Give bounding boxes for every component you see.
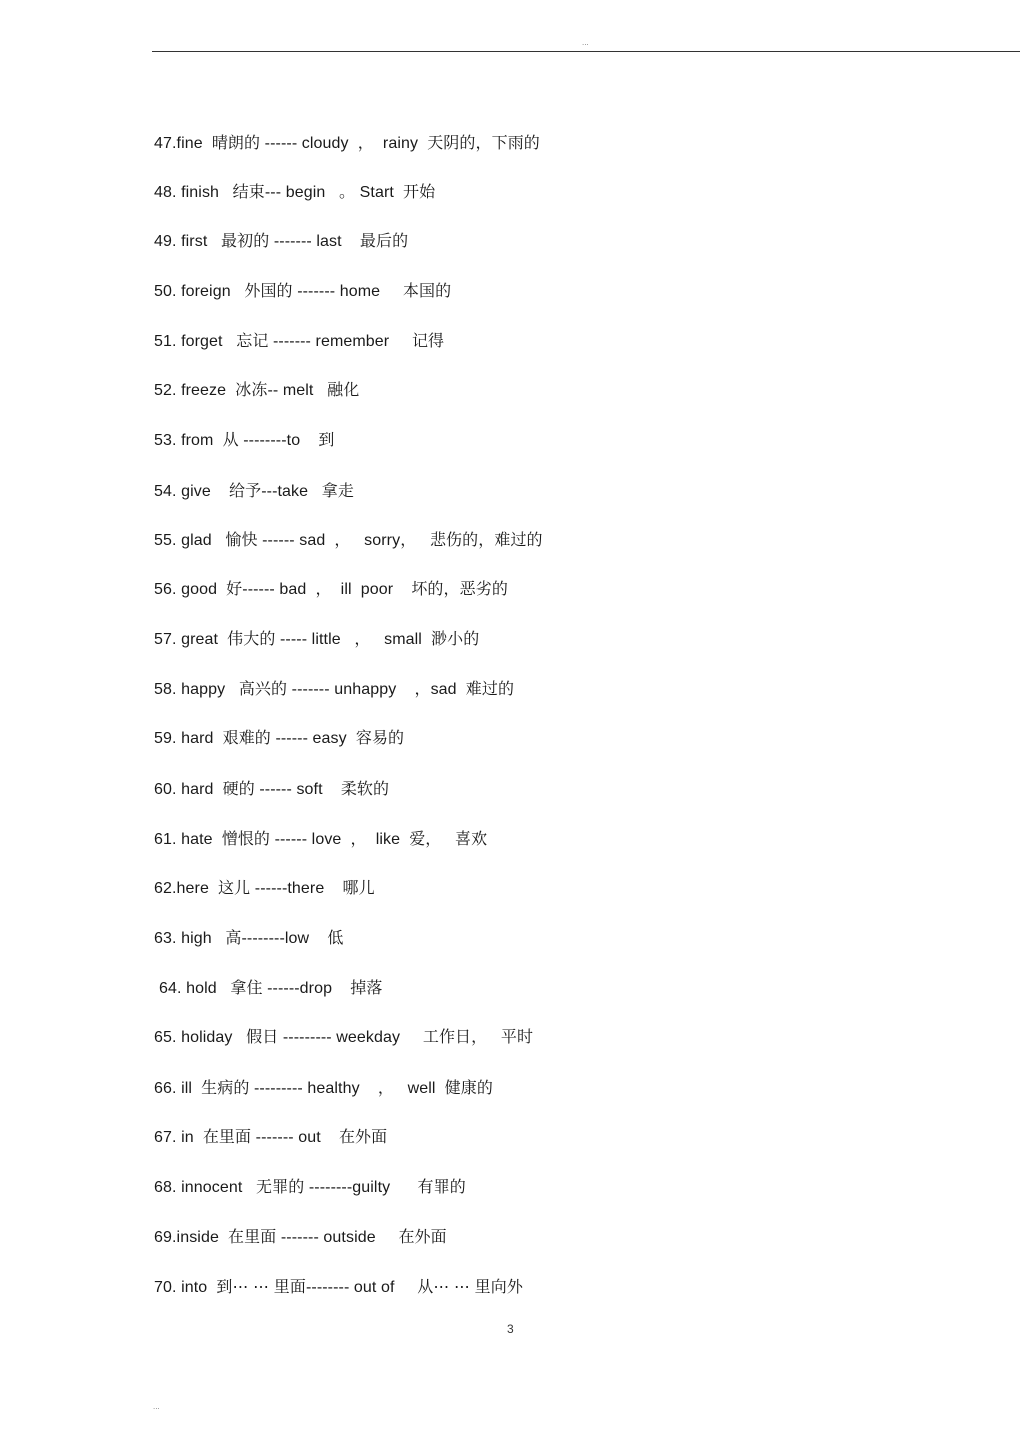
- vocab-entry-57: 57. great 伟大的 ----- little ， small 渺小的: [154, 631, 480, 648]
- vocab-entry-56: 56. good 好------ bad ， ill poor 坏的，恶劣的: [154, 581, 508, 598]
- vocab-entry-62: 62.here 这儿 ------there 哪儿: [154, 880, 375, 897]
- vocab-entry-49: 49. first 最初的 ------- last 最后的: [154, 233, 409, 250]
- page-number: 3: [507, 1322, 514, 1336]
- vocab-entry-47: 47.fine 晴朗的 ------ cloudy ， rainy 天阴的，下雨的: [154, 135, 540, 152]
- vocab-entry-63: 63. high 高--------low 低: [154, 930, 344, 947]
- footer-mark: ...: [153, 1402, 160, 1411]
- vocab-entry-48: 48. finish 结束--- begin 。 Start 开始: [154, 184, 436, 201]
- vocab-entry-70: 70. into 到⋯ ⋯ 里面-------- out of 从⋯ ⋯ 里向外: [154, 1279, 523, 1296]
- vocab-entry-67: 67. in 在里面 ------- out 在外面: [154, 1129, 388, 1146]
- vocab-entry-66: 66. ill 生病的 --------- healthy ， well 健康的: [154, 1080, 493, 1097]
- header-mark: ...: [582, 38, 589, 47]
- vocab-entry-68: 68. innocent 无罪的 --------guilty 有罪的: [154, 1179, 466, 1196]
- vocab-entry-59: 59. hard 艰难的 ------ easy 容易的: [154, 730, 405, 747]
- vocab-entry-52: 52. freeze 冰冻-- melt 融化: [154, 382, 360, 399]
- vocab-entry-55: 55. glad 愉快 ------ sad ， sorry， 悲伤的，难过的: [154, 532, 543, 549]
- header-rule: [152, 51, 1020, 52]
- vocab-entry-54: 54. give 给予---take 拿走: [154, 483, 354, 500]
- vocab-entry-69: 69.inside 在里面 ------- outside 在外面: [154, 1229, 447, 1246]
- vocab-entry-65: 65. holiday 假日 --------- weekday 工作日， 平时: [154, 1029, 534, 1046]
- vocab-entry-58: 58. happy 高兴的 ------- unhappy ，sad 难过的: [154, 681, 515, 698]
- vocab-entry-53: 53. from 从 --------to 到: [154, 432, 335, 449]
- vocab-entry-51: 51. forget 忘记 ------- remember 记得: [154, 333, 445, 350]
- vocab-entry-64: 64. hold 拿住 ------drop 掉落: [159, 980, 383, 997]
- vocab-entry-60: 60. hard 硬的 ------ soft 柔软的: [154, 781, 390, 798]
- vocab-entry-61: 61. hate 憎恨的 ------ love ， like 爱， 喜欢: [154, 831, 488, 848]
- vocab-entry-50: 50. foreign 外国的 ------- home 本国的: [154, 283, 452, 300]
